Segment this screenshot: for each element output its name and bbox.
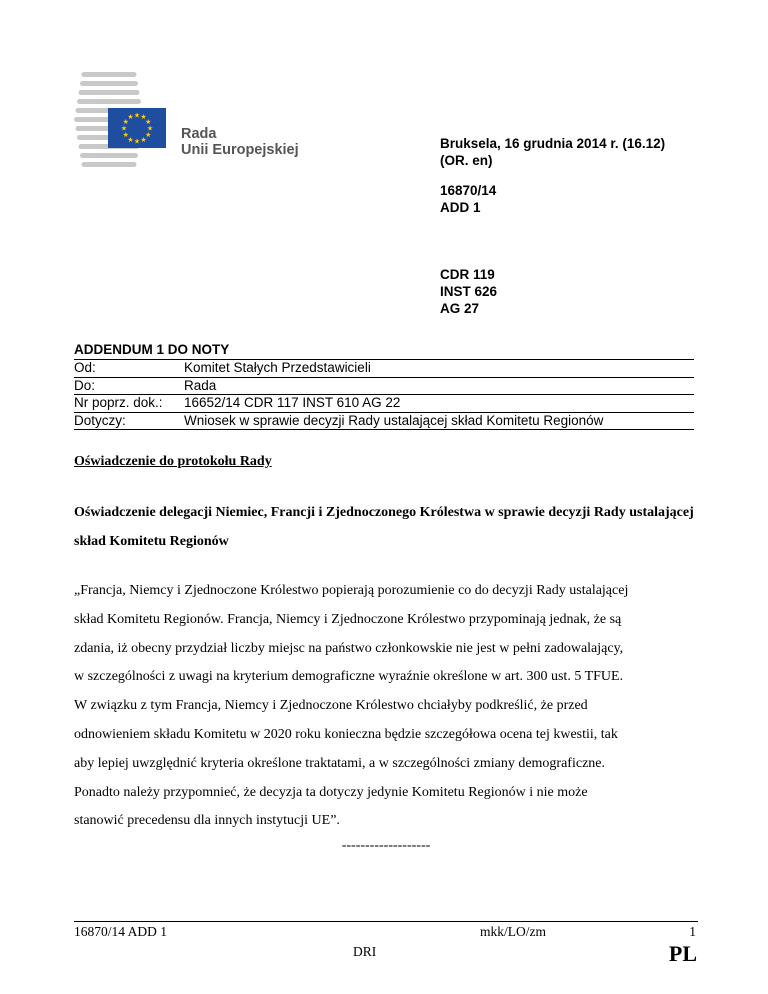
star-icon: ★ [127, 135, 134, 144]
council-logo [66, 68, 186, 180]
info-row-from [74, 360, 694, 378]
star-icon: ★ [133, 111, 141, 120]
classification-codes [440, 266, 665, 317]
organization-name [181, 126, 299, 158]
info-label: Nr poprz. dok.: [74, 395, 163, 410]
code-ag: AG 27 [440, 301, 480, 316]
language-code: PL [668, 941, 697, 966]
document-body [74, 452, 698, 856]
star-icon: ★ [133, 137, 141, 146]
quote-line: W związku z tym Francja, Niemcy i Zjednoczone Królestwo chciałyby podkreślić, że przed [74, 698, 588, 714]
document-meta [440, 135, 665, 330]
doc-add: ADD 1 [440, 200, 481, 215]
quote-line: odnowieniem składu Komitetu w 2020 roku konieczna będzie szczegółowa ocena tej kwestii, tak [74, 726, 618, 742]
doc-number-block [440, 182, 665, 216]
footer-divider [74, 921, 698, 922]
declaration-title: Oświadczenie delegacji Niemiec, Francji i Zjednoczonego Królestwa w sprawie decyzji Rady ustalającej skład Komitetu Regionów [74, 505, 694, 549]
quote-line: aby lepiej uwzględnić kryteria określone traktatami, a w szczególności zmiany demograficzne. [74, 755, 606, 771]
addendum-block [74, 342, 694, 430]
footer-doc-ref: 16870/14 ADD 1 [74, 924, 168, 939]
logo-stripe [82, 162, 137, 167]
star-icon: ★ [122, 118, 129, 126]
end-separator: ------------------- [341, 838, 431, 854]
footer-department: DRI [353, 944, 377, 959]
doc-number: 16870/14 [440, 183, 497, 198]
code-inst: INST 626 [440, 284, 498, 299]
info-value: Wniosek w sprawie decyzji Rady ustalającej skład Komitetu Regionów [184, 412, 604, 428]
footer-initials: mkk/LO/zm [480, 924, 546, 939]
logo-stripe [77, 99, 141, 104]
addendum-title: ADDENDUM 1 DO NOTY [74, 342, 694, 360]
info-label: Dotyczy: [74, 412, 126, 428]
quote-line: Ponadto należy przypomnieć, że decyzja ta dotyczy jedynie Komitetu Regionów i nie może [74, 784, 588, 800]
info-row-subject [74, 413, 694, 431]
original-language: (OR. en) [440, 153, 493, 168]
code-cdr: CDR 119 [440, 267, 495, 282]
star-icon: ★ [120, 124, 128, 133]
org-name-line1: Rada [181, 126, 217, 142]
star-icon: ★ [145, 131, 152, 139]
quote-line: zdania, iż obecny przydział liczby miejsc na państwo członkowskie nie jest w pełni zadowalający, [74, 640, 624, 656]
quote-line: „Francja, Niemcy i Zjednoczone Królestwo popierają porozumienie co do decyzji Rady ustalającej [74, 583, 629, 598]
info-value: 16652/14 CDR 117 INST 610 AG 22 [184, 395, 401, 410]
info-value: Komitet Stałych Przedstawicieli [184, 360, 371, 375]
declaration-text [74, 577, 698, 836]
logo-stripe [82, 72, 137, 77]
star-icon: ★ [146, 124, 154, 133]
star-icon: ★ [145, 118, 152, 126]
star-icon: ★ [122, 131, 129, 139]
star-icon: ★ [127, 113, 134, 122]
star-icon: ★ [140, 113, 147, 122]
info-label: Do: [74, 377, 96, 393]
council-logo-graphic [66, 68, 186, 180]
place-date: Bruksela, 16 grudnia 2014 r. (16.12) [440, 136, 666, 151]
quote-line: skład Komitetu Regionów. Francja, Niemcy i Zjednoczone Królestwo przypominają jednak, że są [74, 611, 622, 627]
quote-line: stanowić precedensu dla innych instytucji UE”. [74, 813, 340, 829]
page-number: 1 [689, 924, 696, 939]
logo-stripe [79, 90, 140, 95]
star-icon: ★ [140, 135, 147, 144]
place-date-block [440, 135, 665, 169]
org-name-line2: Unii Europejskiej [181, 142, 299, 158]
info-label: Od: [74, 360, 96, 375]
quote-line: w szczególności z uwagi na kryterium demograficzne wyraźnie określone w art. 300 ust. 5 TFUE. [74, 669, 624, 685]
logo-stripe [80, 81, 138, 86]
logo-stripe [80, 153, 138, 158]
info-row-prev-doc [74, 395, 694, 413]
info-value: Rada [184, 377, 217, 393]
declaration-heading: Oświadczenie do protokołu Rady [74, 454, 272, 469]
info-row-to [74, 378, 694, 396]
